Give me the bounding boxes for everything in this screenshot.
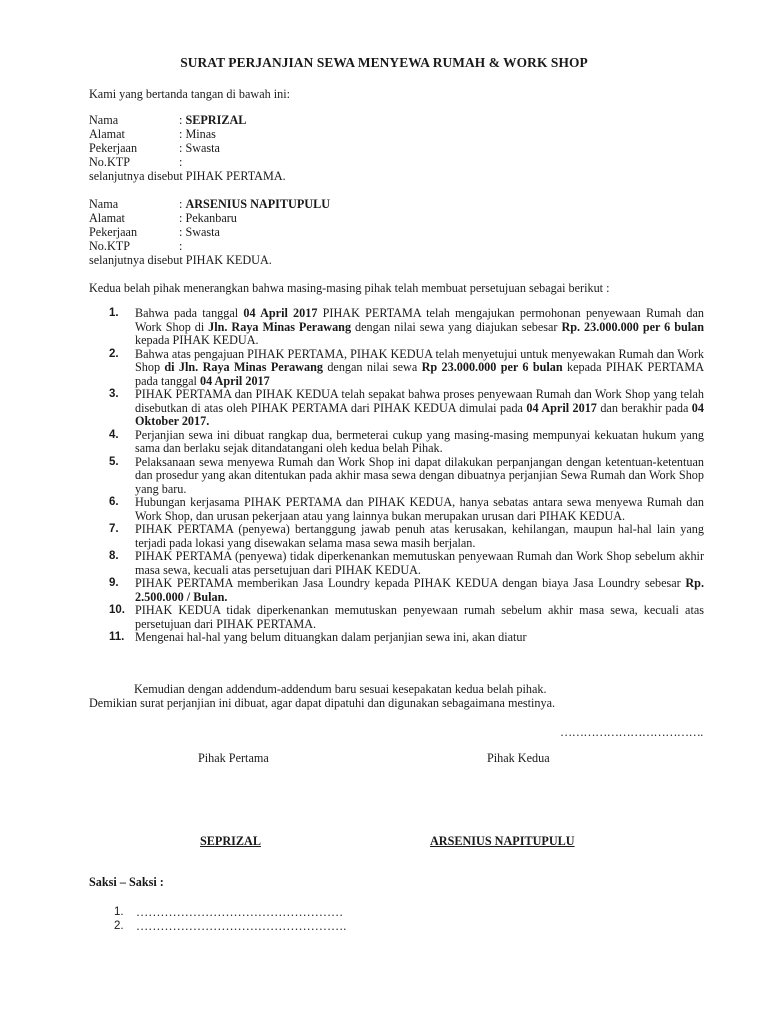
second-party-signature-name: ARSENIUS NAPITUPULU — [430, 834, 575, 848]
clause-number: 6. — [109, 496, 119, 508]
field-label: Nama — [89, 113, 119, 127]
clause-item — [89, 550, 704, 577]
clause-number: 8. — [109, 550, 119, 562]
field-value: : Swasta — [179, 225, 220, 239]
closing-addendum: Kemudian dengan addendum-addendum baru sesuai kesepakatan kedua belah pihak. — [134, 682, 547, 696]
clause-number: 1. — [109, 307, 119, 319]
clause-text: Bahwa atas pengajuan PIHAK PERTAMA, PIHAK KEDUA telah menyetujui untuk menyewakan Rumah dan Work Shop — [135, 346, 704, 374]
clause-number: 9. — [109, 577, 119, 589]
field-label: Alamat — [89, 127, 125, 141]
clause-number: 5. — [109, 455, 119, 468]
clause-emphasis: 04 Oktober 2017. — [135, 400, 704, 428]
field-label: Pekerjaan — [89, 141, 138, 155]
clause-text: kepada PIHAK PERTAMA pada tanggal — [135, 360, 705, 388]
first-party-signature-name: SEPRIZAL — [200, 834, 261, 848]
clause-item — [89, 348, 704, 389]
second-party-label: Pihak Kedua — [487, 751, 550, 765]
witness-signature-blank: ……………………………………………. — [136, 919, 347, 933]
party-two-name: ARSENIUS NAPITUPULU — [185, 197, 331, 211]
clause-item — [89, 604, 704, 631]
clause-list — [89, 307, 704, 645]
clause-emphasis: di Jln. Raya Minas Perawang — [164, 360, 323, 374]
clause-emphasis: Jln. Raya Minas Perawang — [208, 319, 352, 334]
field-value: : SEPRIZAL — [179, 113, 247, 127]
field-value: : Minas — [179, 127, 216, 141]
clause-item — [89, 388, 704, 429]
witness-number: 2. — [114, 920, 124, 932]
clause-item — [89, 456, 704, 497]
party-one-designation: selanjutnya disebut PIHAK PERTAMA. — [89, 169, 286, 183]
party-two-job: Swasta — [185, 225, 220, 239]
clause-emphasis: 04 April 2017 — [243, 306, 318, 320]
clause-item — [89, 577, 704, 604]
clause-text: Perjanjian sewa ini dibuat rangkap dua, bermeterai cukup yang masing-masing mempunyai kekuatan hukum yang sama dan berlaku sejak ditandatangani oleh kedua belah Pihak. — [135, 427, 704, 455]
field-label: Pekerjaan — [89, 225, 138, 239]
party-two-designation: selanjutnya disebut PIHAK KEDUA. — [89, 253, 272, 267]
clause-text: PIHAK PERTAMA (penyewa) tidak diperkenankan memutuskan penyewaan Rumah dan Work Shop sebelum akhir masa sewa, kecuali atas persetujuan dari PIHAK KEDUA. — [135, 549, 704, 577]
field-value: : — [179, 155, 183, 169]
clause-text: PIHAK KEDUA tidak diperkenankan memutuskan penyewaan rumah sebelum akhir masa sewa, kecuali atas persetujuan dari PIHAK PERTAMA. — [135, 603, 704, 631]
field-value: : Swasta — [179, 141, 220, 155]
clause-number: 3. — [109, 388, 119, 400]
clause-number: 2. — [109, 347, 119, 360]
field-value: : ARSENIUS NAPITUPULU — [179, 197, 331, 211]
clause-text: dengan nilai sewa — [322, 360, 422, 374]
clause-text: Pelaksanaan sewa menyewa Rumah dan Work Shop ini dapat dilakukan perpanjangan dengan ketentuan-ketentuan dan prosedur yang akan ditentukan pada akhir masa sewa dengan dibuatnya perjanjian Sewa Rumah dan Work Shop yang baru. — [135, 454, 704, 496]
agreement-intro: Kedua belah pihak menerangkan bahwa masing-masing pihak telah membuat persetujuan sebagai berikut : — [89, 281, 610, 295]
witness-number: 1. — [114, 906, 124, 918]
clause-text: dengan nilai sewa yang diajukan sebesar — [351, 319, 562, 334]
witness-signature-blank: …………………………………………… — [136, 905, 344, 919]
clause-number: 4. — [109, 428, 119, 441]
witnesses-title: Saksi – Saksi : — [89, 875, 164, 889]
field-label: Alamat — [89, 211, 125, 225]
clause-emphasis: Rp. 23.000.000 per 6 bulan — [561, 319, 705, 334]
closing-statement: Demikian surat perjanjian ini dibuat, agar dapat dipatuhi dan digunakan sebagaimana mestinya. — [89, 696, 556, 710]
clause-text: kepada PIHAK KEDUA. — [135, 333, 259, 347]
party-one-address: Minas — [185, 127, 216, 141]
clause-emphasis: 04 April 2017 — [199, 373, 270, 388]
clause-item — [89, 523, 704, 550]
clause-item — [89, 307, 704, 348]
clause-emphasis: Rp 23.000.000 per 6 bulan — [421, 360, 563, 374]
place-date-blank: ………………………………. — [560, 725, 703, 739]
party-two-address: Pekanbaru — [185, 211, 237, 225]
field-label: Nama — [89, 197, 119, 211]
clause-emphasis: Rp. 2.500.000 / Bulan. — [135, 576, 704, 604]
party-one-job: Swasta — [185, 141, 220, 155]
field-label: No.KTP — [89, 239, 130, 253]
clause-text: PIHAK PERTAMA telah mengajukan permohonan penyewaan Rumah dan Work Shop di — [135, 306, 704, 334]
intro-text: Kami yang bertanda tangan di bawah ini: — [89, 87, 291, 101]
clause-text: PIHAK PERTAMA (penyewa) bertanggung jawab penuh atas kerusakan, kehilangan, maupun hal-hal lain yang terjadi pada lokasi yang disewakan selama masa sewa masih berjalan. — [135, 522, 704, 550]
clause-text: PIHAK PERTAMA memberikan Jasa Loundry kepada PIHAK KEDUA dengan biaya Jasa Loundry sebesar — [135, 576, 686, 590]
clause-number: 7. — [109, 523, 119, 535]
clause-text: PIHAK PERTAMA dan PIHAK KEDUA telah sepakat bahwa proses penyewaan Rumah dan Work Shop yang telah disebutkan di atas oleh PIHAK PERTAMA dari PIHAK KEDUA dimulai pada — [135, 387, 704, 415]
party-one-name: SEPRIZAL — [185, 113, 247, 127]
document-title: SURAT PERJANJIAN SEWA MENYEWA RUMAH & WORK SHOP — [180, 55, 588, 70]
clause-number: 10. — [109, 604, 125, 616]
clause-text: Mengenai hal-hal yang belum dituangkan dalam perjanjian sewa ini, akan diatur — [135, 630, 527, 644]
clause-item — [89, 496, 704, 523]
clause-text: Bahwa pada tanggal — [135, 306, 244, 320]
clause-text: dan berakhir pada — [596, 400, 692, 415]
field-value: : — [179, 239, 183, 253]
clause-number: 11. — [109, 631, 125, 643]
clause-item — [89, 429, 704, 456]
clause-item — [89, 631, 704, 645]
field-value: : Pekanbaru — [179, 211, 237, 225]
clause-text: Hubungan kerjasama PIHAK PERTAMA dan PIHAK KEDUA, hanya sebatas antara sewa menyewa Rumah dan Work Shop, dan urusan pekerjaan atau yang lainnya bukan merupakan urusan dari PIHAK KEDUA. — [135, 495, 704, 523]
first-party-label: Pihak Pertama — [198, 751, 269, 765]
field-label: No.KTP — [89, 155, 130, 169]
clause-emphasis: 04 April 2017 — [526, 400, 597, 415]
